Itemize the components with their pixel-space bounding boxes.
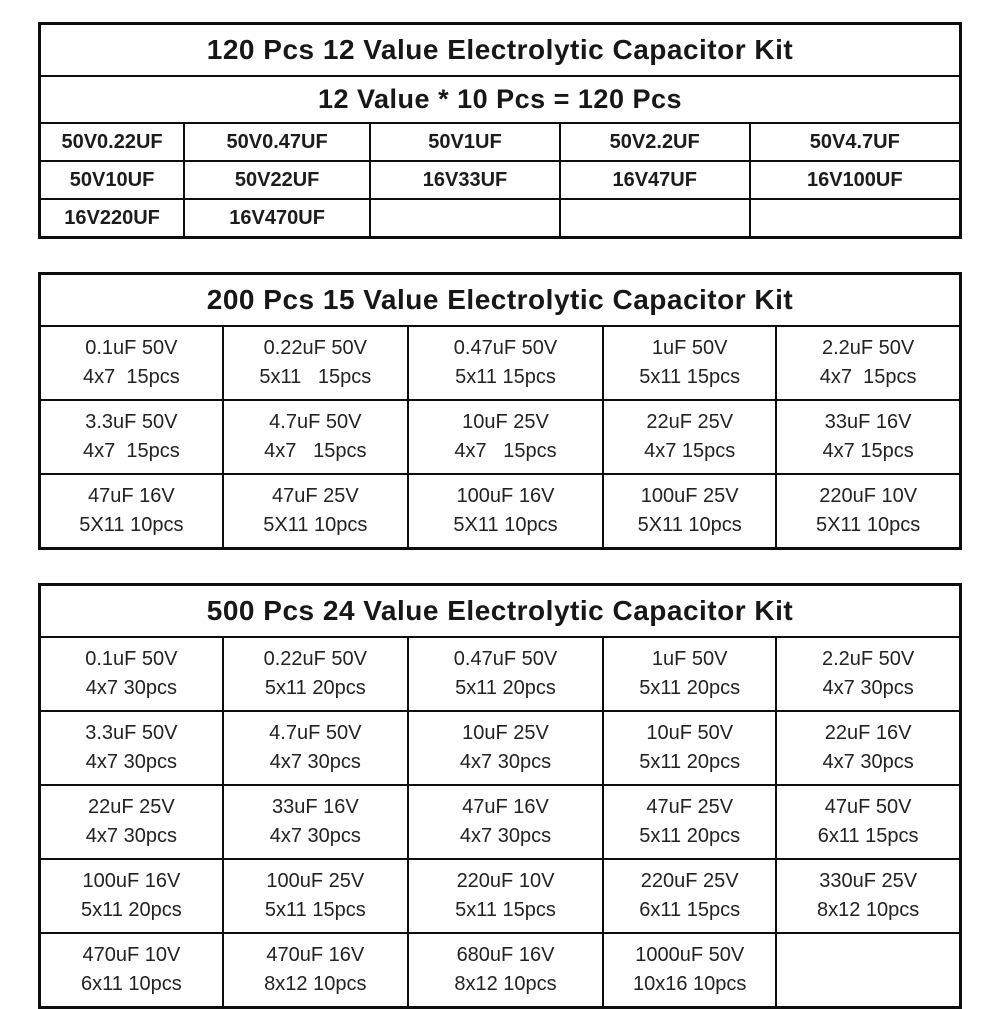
kit-title: 200 Pcs 15 Value Electrolytic Capacitor Kit [40, 274, 961, 327]
capacitor-cell: 50V0.47UF [184, 123, 370, 161]
capacitor-cell [40, 326, 223, 400]
capacitor-size-qty: 4x7 30pcs [85, 825, 177, 847]
capacitor-cell [223, 711, 408, 785]
capacitor-spec: 10uF 50V [646, 722, 734, 744]
capacitor-cell [223, 933, 408, 1008]
kit-table-200pcs [38, 272, 962, 550]
capacitor-size-qty: 4x7 15pcs [264, 440, 367, 462]
capacitor-cell: 50V2.2UF [560, 123, 750, 161]
capacitor-size-qty: 4x7 15pcs [83, 440, 180, 462]
capacitor-cell [408, 637, 603, 711]
capacitor-size-qty: 4x7 15pcs [822, 440, 914, 462]
capacitor-size-qty: 8x12 10pcs [454, 973, 557, 995]
capacitor-size-qty: 6x11 15pcs [817, 825, 919, 847]
capacitor-size-qty: 5x11 20pcs [264, 677, 366, 699]
capacitor-spec: 0.22uF 50V [263, 337, 368, 359]
kit-row [40, 637, 961, 711]
capacitor-spec: 1uF 50V [651, 648, 728, 670]
capacitor-size-qty: 5X11 10pcs [637, 514, 742, 536]
capacitor-cell [408, 326, 603, 400]
capacitor-spec: 22uF 25V [646, 411, 734, 433]
capacitor-spec: 2.2uF 50V [821, 337, 915, 359]
kit-row [40, 400, 961, 474]
capacitor-size-qty: 5x11 15pcs [455, 366, 556, 388]
capacitor-size-qty: 8x12 10pcs [816, 899, 920, 921]
capacitor-spec: 33uF 16V [824, 411, 912, 433]
capacitor-cell [776, 785, 960, 859]
kit-row [40, 474, 961, 549]
capacitor-size-qty: 4x7 30pcs [269, 825, 361, 847]
kit-row [40, 711, 961, 785]
capacitor-spec: 3.3uF 50V [85, 411, 178, 433]
capacitor-cell [603, 637, 776, 711]
capacitor-cell: 16V33UF [370, 161, 560, 199]
capacitor-spec: 470uF 10V [82, 944, 181, 966]
capacitor-cell [40, 933, 223, 1008]
capacitor-cell: 16V220UF [40, 199, 185, 238]
capacitor-size-qty: 4x7 30pcs [269, 751, 361, 773]
capacitor-cell [408, 711, 603, 785]
capacitor-size-qty: 5x11 15pcs [639, 366, 741, 388]
capacitor-cell [776, 326, 960, 400]
capacitor-cell [776, 474, 960, 549]
capacitor-cell [603, 933, 776, 1008]
capacitor-size-qty: 5x11 15pcs [259, 366, 372, 388]
capacitor-spec: 10uF 25V [462, 722, 549, 744]
capacitor-spec: 0.1uF 50V [85, 648, 178, 670]
capacitor-cell [223, 637, 408, 711]
capacitor-cell [40, 859, 223, 933]
capacitor-cell: 50V4.7UF [750, 123, 961, 161]
capacitor-cell [603, 474, 776, 549]
capacitor-cell [776, 859, 960, 933]
kit-row [40, 326, 961, 400]
capacitor-spec: 100uF 25V [266, 870, 365, 892]
capacitor-cell [223, 474, 408, 549]
kit-row [40, 859, 961, 933]
capacitor-size-qty: 4x7 15pcs [454, 440, 557, 462]
capacitor-cell [603, 400, 776, 474]
capacitor-size-qty: 4x7 30pcs [459, 751, 552, 773]
capacitor-size-qty: 10x16 10pcs [632, 973, 747, 995]
capacitor-cell: 50V22UF [184, 161, 370, 199]
capacitor-cell [603, 326, 776, 400]
capacitor-spec: 0.22uF 50V [263, 648, 368, 670]
capacitor-size-qty: 5X11 10pcs [79, 514, 184, 536]
capacitor-cell [40, 785, 223, 859]
capacitor-cell [603, 859, 776, 933]
capacitor-size-qty: 5x11 20pcs [639, 751, 741, 773]
capacitor-size-qty: 5X11 10pcs [816, 514, 921, 536]
capacitor-cell: 16V470UF [184, 199, 370, 238]
capacitor-spec: 100uF 16V [456, 485, 555, 507]
capacitor-spec: 33uF 16V [271, 796, 359, 818]
kit-subtitle: 12 Value * 10 Pcs = 120 Pcs [40, 76, 961, 123]
capacitor-cell [408, 785, 603, 859]
capacitor-spec: 47uF 25V [646, 796, 734, 818]
capacitor-size-qty: 5x11 15pcs [455, 899, 556, 921]
capacitor-cell [408, 933, 603, 1008]
empty-cell [750, 199, 961, 238]
capacitor-cell [40, 474, 223, 549]
kit-row [40, 785, 961, 859]
capacitor-cell: 50V0.22UF [40, 123, 185, 161]
capacitor-cell [603, 785, 776, 859]
capacitor-spec: 100uF 25V [640, 485, 739, 507]
capacitor-size-qty: 4x7 15pcs [644, 440, 736, 462]
capacitor-cell [40, 711, 223, 785]
capacitor-spec: 1000uF 50V [635, 944, 745, 966]
capacitor-cell [40, 637, 223, 711]
capacitor-size-qty: 4x7 15pcs [819, 366, 917, 388]
capacitor-size-qty: 4x7 15pcs [83, 366, 180, 388]
capacitor-spec: 3.3uF 50V [85, 722, 178, 744]
kit-title: 120 Pcs 12 Value Electrolytic Capacitor Kit [40, 24, 961, 77]
empty-cell [560, 199, 750, 238]
capacitor-cell [776, 711, 960, 785]
capacitor-cell [408, 859, 603, 933]
capacitor-cell [776, 637, 960, 711]
capacitor-spec: 10uF 25V [462, 411, 549, 433]
capacitor-cell [408, 474, 603, 549]
empty-cell [370, 199, 560, 238]
capacitor-spec: 220uF 10V [456, 870, 555, 892]
capacitor-spec: 330uF 25V [819, 870, 918, 892]
capacitor-spec: 4.7uF 50V [269, 411, 362, 433]
capacitor-size-qty: 5x11 20pcs [80, 899, 182, 921]
capacitor-cell: 16V47UF [560, 161, 750, 199]
capacitor-cell [223, 400, 408, 474]
capacitor-cell [408, 400, 603, 474]
kit-table-120pcs [38, 22, 962, 239]
capacitor-spec: 47uF 16V [462, 796, 549, 818]
kit-title: 500 Pcs 24 Value Electrolytic Capacitor Kit [40, 585, 961, 638]
capacitor-spec: 220uF 25V [640, 870, 739, 892]
capacitor-size-qty: 5x11 15pcs [264, 899, 366, 921]
kit-row [40, 933, 961, 1008]
capacitor-size-qty: 6x11 15pcs [639, 899, 741, 921]
capacitor-size-qty: 4x7 30pcs [459, 825, 552, 847]
capacitor-size-qty: 5x11 20pcs [455, 677, 556, 699]
capacitor-spec: 2.2uF 50V [821, 648, 915, 670]
capacitor-spec: 47uF 50V [824, 796, 912, 818]
empty-cell [776, 933, 960, 1008]
capacitor-spec: 0.47uF 50V [453, 337, 558, 359]
kit-row [40, 123, 961, 161]
capacitor-cell [776, 400, 960, 474]
capacitor-size-qty: 4x7 30pcs [85, 677, 177, 699]
capacitor-spec: 100uF 16V [82, 870, 181, 892]
capacitor-size-qty: 4x7 30pcs [85, 751, 177, 773]
capacitor-size-qty: 5X11 10pcs [263, 514, 368, 536]
capacitor-cell [223, 859, 408, 933]
capacitor-cell: 16V100UF [750, 161, 961, 199]
capacitor-spec: 680uF 16V [456, 944, 555, 966]
capacitor-size-qty: 8x12 10pcs [264, 973, 367, 995]
capacitor-spec: 0.1uF 50V [85, 337, 178, 359]
capacitor-size-qty: 6x11 10pcs [80, 973, 182, 995]
capacitor-cell [40, 400, 223, 474]
capacitor-spec: 470uF 16V [266, 944, 365, 966]
kit-row [40, 161, 961, 199]
capacitor-cell: 50V10UF [40, 161, 185, 199]
kit-row [40, 199, 961, 238]
capacitor-spec: 220uF 10V [819, 485, 918, 507]
capacitor-size-qty: 5x11 20pcs [639, 825, 741, 847]
kit-table-500pcs [38, 583, 962, 1009]
capacitor-size-qty: 4x7 30pcs [822, 677, 914, 699]
capacitor-cell [223, 326, 408, 400]
capacitor-size-qty: 4x7 30pcs [822, 751, 914, 773]
capacitor-spec: 47uF 25V [271, 485, 359, 507]
capacitor-spec: 1uF 50V [651, 337, 728, 359]
capacitor-cell [223, 785, 408, 859]
capacitor-cell [603, 711, 776, 785]
capacitor-spec: 0.47uF 50V [453, 648, 558, 670]
capacitor-size-qty: 5X11 10pcs [453, 514, 558, 536]
capacitor-size-qty: 5x11 20pcs [639, 677, 741, 699]
capacitor-cell: 50V1UF [370, 123, 560, 161]
capacitor-spec: 4.7uF 50V [269, 722, 362, 744]
capacitor-spec: 22uF 16V [824, 722, 912, 744]
capacitor-spec: 22uF 25V [88, 796, 175, 818]
capacitor-spec: 47uF 16V [88, 485, 175, 507]
